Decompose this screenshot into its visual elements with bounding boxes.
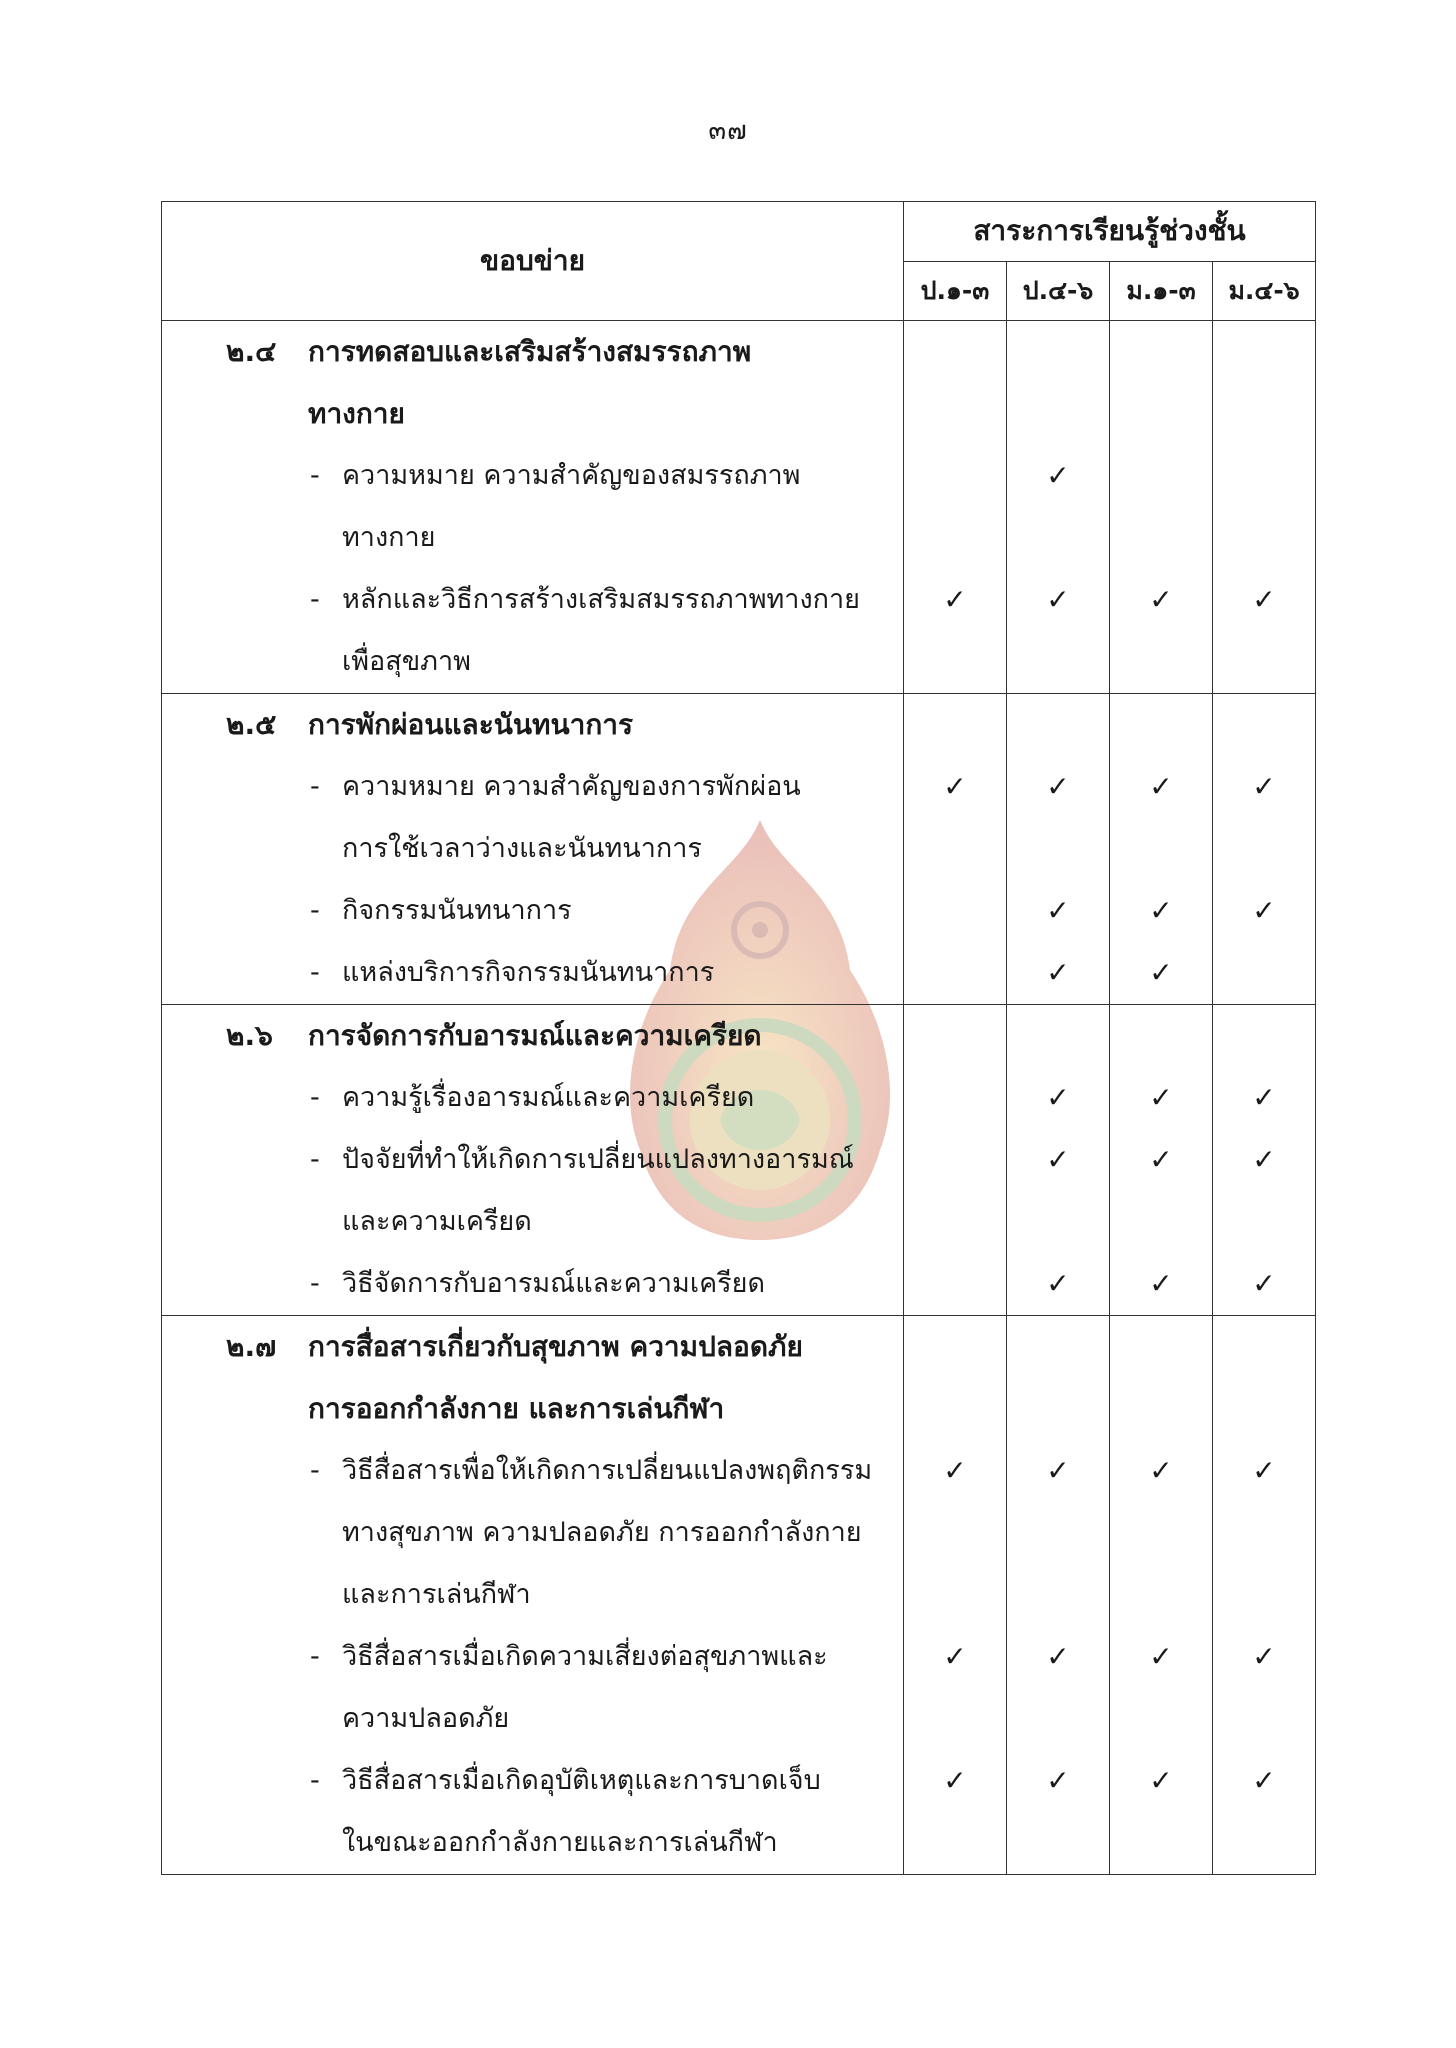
checkmark-icon: ✓ xyxy=(1149,583,1173,616)
scope-item-text: แหล่งบริการกิจกรรมนันทนาการ xyxy=(342,957,715,988)
check-spacer xyxy=(1213,1502,1315,1564)
check-spacer xyxy=(904,1378,1006,1440)
scope-item-line xyxy=(162,1440,903,1502)
check-spacer xyxy=(1007,507,1109,569)
bullet-dash: - xyxy=(310,460,320,491)
check-spacer xyxy=(1007,694,1109,756)
check-spacer xyxy=(904,880,1006,942)
scope-item-line xyxy=(162,445,903,507)
scope-item-text: เพื่อสุขภาพ xyxy=(342,646,471,677)
checkmark-icon: ✓ xyxy=(1252,770,1276,803)
checkmark-icon: ✓ xyxy=(1046,894,1070,927)
section-title-line xyxy=(162,383,903,445)
check-spacer xyxy=(904,1812,1006,1874)
section-title: การออกกำลังกาย และการเล่นกีฬา xyxy=(308,1392,725,1425)
section-title: ทางกาย xyxy=(308,397,405,430)
scope-item-text: หลักและวิธีการสร้างเสริมสมรรถภาพทางกาย xyxy=(342,584,860,615)
check-spacer xyxy=(904,1191,1006,1253)
check-spacer xyxy=(904,631,1006,693)
check-spacer xyxy=(1110,1564,1212,1626)
check-spacer xyxy=(1213,1191,1315,1253)
scope-item-line xyxy=(162,756,903,818)
check-spacer xyxy=(1110,1812,1212,1874)
section-row xyxy=(162,694,1316,1005)
scope-item-line xyxy=(162,1253,903,1315)
grade-check-cell xyxy=(1110,1316,1213,1875)
grade-check-cell xyxy=(1213,1005,1316,1316)
grade-check-cell xyxy=(904,1316,1007,1875)
scope-item-text: และการเล่นกีฬา xyxy=(342,1579,531,1610)
scope-item-text: วิธีสื่อสารเพื่อให้เกิดการเปลี่ยนแปลงพฤติกรรม xyxy=(342,1455,873,1486)
checkmark-icon: ✓ xyxy=(1046,956,1070,989)
checkmark-icon: ✓ xyxy=(1046,1081,1070,1114)
scope-item-text: วิธีสื่อสารเมื่อเกิดความเสี่ยงต่อสุขภาพและ xyxy=(342,1641,828,1672)
scope-item-line xyxy=(162,1067,903,1129)
check-spacer xyxy=(904,321,1006,383)
section-number: ๒.๗ xyxy=(226,1330,277,1363)
checkmark-icon: ✓ xyxy=(1046,770,1070,803)
bullet-dash: - xyxy=(310,957,320,988)
learning-scope-table xyxy=(161,201,1316,1875)
grade-check-cell xyxy=(1007,321,1110,694)
grade-check-cell xyxy=(1007,1005,1110,1316)
section-title-line xyxy=(162,321,903,383)
check-spacer xyxy=(1007,383,1109,445)
grade-check-cell xyxy=(904,694,1007,1005)
checkmark-icon: ✓ xyxy=(1149,1454,1173,1487)
check-spacer xyxy=(1007,1502,1109,1564)
grade-check-cell xyxy=(1213,694,1316,1005)
scope-item-text: ทางสุขภาพ ความปลอดภัย การออกกำลังกาย xyxy=(342,1517,862,1548)
check-spacer xyxy=(904,818,1006,880)
check-spacer xyxy=(904,1564,1006,1626)
check-spacer xyxy=(1007,1688,1109,1750)
checkmark-icon: ✓ xyxy=(1046,1143,1070,1176)
check-spacer xyxy=(1110,321,1212,383)
checkmark-icon: ✓ xyxy=(1046,1764,1070,1797)
section-title: การทดสอบและเสริมสร้างสมรรถภาพ xyxy=(308,335,752,368)
check-spacer xyxy=(1213,1316,1315,1378)
scope-item-text: ความหมาย ความสำคัญของสมรรถภาพ xyxy=(342,460,801,491)
check-spacer xyxy=(1110,1502,1212,1564)
checkmark-icon: ✓ xyxy=(1149,770,1173,803)
scope-item-text: ความหมาย ความสำคัญของการพักผ่อน xyxy=(342,771,801,802)
table-body xyxy=(162,321,1316,1875)
check-spacer xyxy=(904,1316,1006,1378)
scope-item-line xyxy=(162,1129,903,1191)
check-spacer xyxy=(904,1253,1006,1315)
scope-item-text: ความรู้เรื่องอารมณ์และความเครียด xyxy=(342,1082,755,1113)
check-spacer xyxy=(904,1688,1006,1750)
section-row xyxy=(162,1316,1316,1875)
check-spacer xyxy=(904,445,1006,507)
check-spacer xyxy=(1007,1005,1109,1067)
scope-item-line xyxy=(162,1750,903,1812)
header-grade: ป.๔-๖ xyxy=(1007,261,1110,321)
bullet-dash: - xyxy=(310,1144,320,1175)
check-spacer xyxy=(1110,1005,1212,1067)
grade-check-cell xyxy=(904,321,1007,694)
scope-item-text: การใช้เวลาว่างและนันทนาการ xyxy=(342,833,702,864)
check-spacer xyxy=(904,1067,1006,1129)
header-learning-strand: สาระการเรียนรู้ช่วงชั้น xyxy=(904,202,1316,262)
check-spacer xyxy=(1213,445,1315,507)
check-spacer xyxy=(1213,1378,1315,1440)
scope-item-text: ทางกาย xyxy=(342,522,436,553)
checkmark-icon: ✓ xyxy=(1252,1081,1276,1114)
check-spacer xyxy=(1213,1812,1315,1874)
check-spacer xyxy=(1110,1378,1212,1440)
scope-item-line xyxy=(162,1688,903,1750)
check-spacer xyxy=(1007,1316,1109,1378)
checkmark-icon: ✓ xyxy=(1046,1454,1070,1487)
bullet-dash: - xyxy=(310,1268,320,1299)
section-title-line xyxy=(162,1316,903,1378)
section-title: การพักผ่อนและนันทนาการ xyxy=(308,708,634,741)
bullet-dash: - xyxy=(310,1641,320,1672)
bullet-dash: - xyxy=(310,1082,320,1113)
grade-check-cell xyxy=(1213,1316,1316,1875)
checkmark-icon: ✓ xyxy=(1046,459,1070,492)
check-spacer xyxy=(1110,631,1212,693)
scope-item-text: และความเครียด xyxy=(342,1206,532,1237)
check-spacer xyxy=(1110,1316,1212,1378)
checkmark-icon: ✓ xyxy=(943,1454,967,1487)
check-spacer xyxy=(1007,631,1109,693)
check-spacer xyxy=(1110,1688,1212,1750)
checkmark-icon: ✓ xyxy=(1252,1454,1276,1487)
section-number: ๒.๔ xyxy=(226,335,277,368)
scope-item-line xyxy=(162,507,903,569)
scope-item-text: กิจกรรมนันทนาการ xyxy=(342,895,572,926)
check-spacer xyxy=(1213,818,1315,880)
check-spacer xyxy=(1213,942,1315,1004)
checkmark-icon: ✓ xyxy=(1149,1764,1173,1797)
grade-check-cell xyxy=(1110,694,1213,1005)
section-title-line xyxy=(162,1378,903,1440)
check-spacer xyxy=(1007,1191,1109,1253)
checkmark-icon: ✓ xyxy=(1046,1267,1070,1300)
check-spacer xyxy=(1110,445,1212,507)
check-spacer xyxy=(904,1502,1006,1564)
section-topic-cell xyxy=(162,1316,904,1875)
section-title-line xyxy=(162,1005,903,1067)
scope-item-line xyxy=(162,1812,903,1874)
checkmark-icon: ✓ xyxy=(943,770,967,803)
checkmark-icon: ✓ xyxy=(1046,1640,1070,1673)
bullet-dash: - xyxy=(310,1765,320,1796)
header-grade: ม.๔-๖ xyxy=(1213,261,1316,321)
scope-item-text: ในขณะออกกำลังกายและการเล่นกีฬา xyxy=(342,1827,778,1858)
check-spacer xyxy=(1213,507,1315,569)
scope-item-line xyxy=(162,1191,903,1253)
check-spacer xyxy=(1007,1812,1109,1874)
check-spacer xyxy=(1110,507,1212,569)
scope-item-line xyxy=(162,880,903,942)
scope-item-text: วิธีสื่อสารเมื่อเกิดอุบัติเหตุและการบาดเจ็บ xyxy=(342,1765,821,1796)
grade-check-cell xyxy=(904,1005,1007,1316)
header-grade: ม.๑-๓ xyxy=(1110,261,1213,321)
check-spacer xyxy=(1213,1688,1315,1750)
check-spacer xyxy=(904,1129,1006,1191)
check-spacer xyxy=(1213,694,1315,756)
checkmark-icon: ✓ xyxy=(1149,956,1173,989)
check-spacer xyxy=(1213,321,1315,383)
checkmark-icon: ✓ xyxy=(1252,894,1276,927)
checkmark-icon: ✓ xyxy=(1149,1081,1173,1114)
check-spacer xyxy=(1213,383,1315,445)
section-title: การจัดการกับอารมณ์และความเครียด xyxy=(308,1019,762,1052)
check-spacer xyxy=(904,507,1006,569)
section-row xyxy=(162,321,1316,694)
checkmark-icon: ✓ xyxy=(1252,1267,1276,1300)
check-spacer xyxy=(1007,321,1109,383)
scope-item-line xyxy=(162,631,903,693)
check-spacer xyxy=(1110,818,1212,880)
scope-item-text: ความปลอดภัย xyxy=(342,1703,510,1734)
check-spacer xyxy=(904,1005,1006,1067)
header-scope: ขอบข่าย xyxy=(162,202,904,321)
checkmark-icon: ✓ xyxy=(1149,1267,1173,1300)
section-title: การสื่อสารเกี่ยวกับสุขภาพ ความปลอดภัย xyxy=(308,1330,803,1363)
check-spacer xyxy=(1110,383,1212,445)
checkmark-icon: ✓ xyxy=(1149,894,1173,927)
check-spacer xyxy=(1213,1005,1315,1067)
checkmark-icon: ✓ xyxy=(1046,583,1070,616)
checkmark-icon: ✓ xyxy=(943,1764,967,1797)
scope-item-line xyxy=(162,942,903,1004)
section-number: ๒.๕ xyxy=(226,708,277,741)
checkmark-icon: ✓ xyxy=(1252,583,1276,616)
bullet-dash: - xyxy=(310,771,320,802)
scope-item-line xyxy=(162,818,903,880)
grade-check-cell xyxy=(1213,321,1316,694)
page-number: ๓๗ xyxy=(708,116,748,146)
bullet-dash: - xyxy=(310,895,320,926)
grade-check-cell xyxy=(1110,321,1213,694)
check-spacer xyxy=(1110,694,1212,756)
check-spacer xyxy=(1110,1191,1212,1253)
header-grade: ป.๑-๓ xyxy=(904,261,1007,321)
section-topic-cell xyxy=(162,1005,904,1316)
checkmark-icon: ✓ xyxy=(1149,1143,1173,1176)
section-title-line xyxy=(162,694,903,756)
grade-check-cell xyxy=(1007,1316,1110,1875)
scope-item-text: วิธีจัดการกับอารมณ์และความเครียด xyxy=(342,1268,765,1299)
scope-item-line xyxy=(162,1502,903,1564)
bullet-dash: - xyxy=(310,1455,320,1486)
check-spacer xyxy=(904,694,1006,756)
check-spacer xyxy=(904,942,1006,1004)
checkmark-icon: ✓ xyxy=(943,1640,967,1673)
section-topic-cell xyxy=(162,321,904,694)
scope-item-line xyxy=(162,569,903,631)
scope-item-text: ปัจจัยที่ทำให้เกิดการเปลี่ยนแปลงทางอารมณ์ xyxy=(342,1144,854,1175)
check-spacer xyxy=(1213,1564,1315,1626)
section-row xyxy=(162,1005,1316,1316)
checkmark-icon: ✓ xyxy=(1252,1143,1276,1176)
check-spacer xyxy=(1007,1564,1109,1626)
check-spacer xyxy=(1007,818,1109,880)
checkmark-icon: ✓ xyxy=(1252,1640,1276,1673)
check-spacer xyxy=(1007,1378,1109,1440)
scope-item-line xyxy=(162,1626,903,1688)
check-spacer xyxy=(1213,631,1315,693)
check-spacer xyxy=(904,383,1006,445)
section-number: ๒.๖ xyxy=(226,1019,273,1052)
grade-check-cell xyxy=(1110,1005,1213,1316)
checkmark-icon: ✓ xyxy=(1252,1764,1276,1797)
bullet-dash: - xyxy=(310,584,320,615)
checkmark-icon: ✓ xyxy=(1149,1640,1173,1673)
section-topic-cell xyxy=(162,694,904,1005)
checkmark-icon: ✓ xyxy=(943,583,967,616)
scope-item-line xyxy=(162,1564,903,1626)
grade-check-cell xyxy=(1007,694,1110,1005)
